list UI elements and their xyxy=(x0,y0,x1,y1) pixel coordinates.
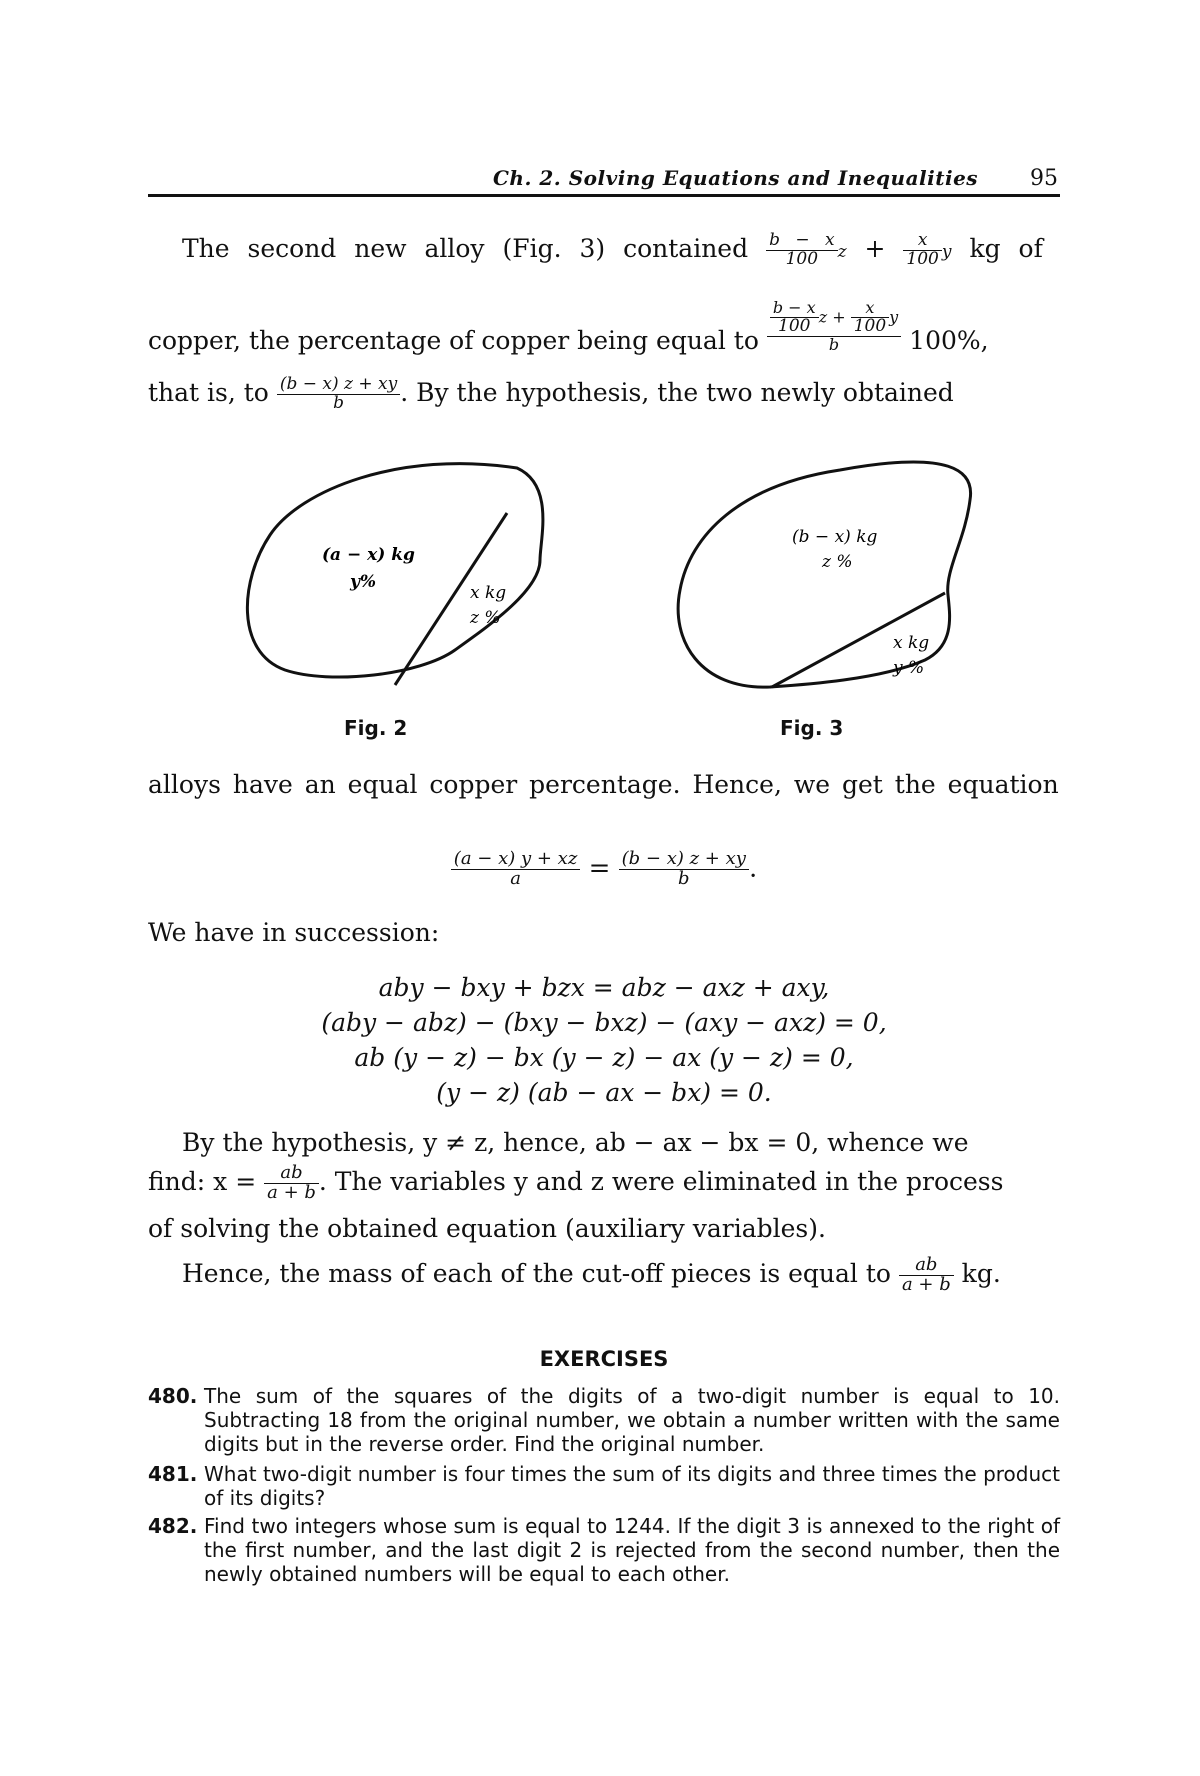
fig2-caption: Fig. 2 xyxy=(344,716,408,740)
paragraph-1-line-3 xyxy=(148,376,1060,413)
fig3-outline xyxy=(678,462,970,687)
derivation-line-3: ab (y − z) − bx (y − z) − ax (y − z) = 0, xyxy=(354,1043,854,1072)
derivation-line-1: aby − bxy + bzx = abz − axz + axy, xyxy=(378,973,830,1002)
exercise-number: 481. xyxy=(148,1462,198,1486)
header-rule xyxy=(148,194,1060,197)
fig3-small-label-1: x kg xyxy=(893,633,930,653)
exercises-heading: EXERCISES xyxy=(539,1347,669,1371)
fraction-b-minus-x-over-100: $\frac{b - x}{100}$ xyxy=(766,232,838,269)
paragraph-4-line-3: of solving the obtained equation (auxiliary variables). xyxy=(148,1214,826,1243)
paragraph-5: Hence, the mass of each of the cut-off pieces is equal to $\frac{ab}{a + b}$ kg. xyxy=(182,1254,1001,1295)
paragraph-1-line-2 xyxy=(148,286,1060,356)
fig2-small-label-1: x kg xyxy=(470,583,507,603)
exercise-text: The sum of the squares of the digits of a two-digit number is equal to 10. Subtracting 18 from the original number, we obtain a number written with the same digits but in the reverse order. Find the original number. xyxy=(204,1384,1060,1456)
derivation-line-4: (y − z) (ab − ax − bx) = 0. xyxy=(436,1078,772,1107)
p1-text-d: 100%, xyxy=(909,326,989,356)
running-title: Ch. 2. Solving Equations and Inequalities xyxy=(493,166,979,190)
compound-fraction: $\frac{b - x}{100}$ z + $\frac{x}{100}$ y b xyxy=(767,300,901,353)
figure-3-diagram xyxy=(678,462,970,687)
paragraph-4-line-2: find: x = $\frac{ab}{a + b}$ . The variables y and z were eliminated in the process xyxy=(148,1162,1004,1203)
exercise-text: Find two integers whose sum is equal to 1244. If the digit 3 is annexed to the right of the first number, and the last digit 2 is rejected from the second number, then the newly obtained numbers will be equal to each other. xyxy=(204,1514,1060,1586)
exercise-text: What two-digit number is four times the sum of its digits and three times the product of its digits? xyxy=(204,1462,1060,1510)
running-head xyxy=(148,166,1058,194)
p1-text-a: The second new alloy (Fig. 3) contained xyxy=(182,233,749,263)
page-number: 95 xyxy=(1030,166,1058,191)
derivation-line-2: (aby − abz) − (bxy − bxz) − (axy − axz) = 0, xyxy=(321,1008,887,1037)
exercise-481 xyxy=(148,1462,1060,1510)
exercise-number: 480. xyxy=(148,1384,198,1408)
exercise-482 xyxy=(148,1514,1060,1586)
paragraph-3: We have in succession: xyxy=(148,918,440,947)
fig2-small-label-2: z % xyxy=(470,608,501,628)
fraction-result: $\frac{ab}{a + b}$ xyxy=(899,1256,954,1295)
paragraph-2: alloys have an equal copper percentage. Hence, we get the equation xyxy=(148,770,1059,799)
p1-text-f: . By the hypothesis, the two newly obtained xyxy=(400,377,954,407)
fig2-big-label-1: (a − x) kg xyxy=(322,545,415,565)
paragraph-4-line-1: By the hypothesis, y ≠ z, hence, ab − ax − bx = 0, whence we xyxy=(182,1128,969,1157)
equation-1: $\frac{(a - x) y + xz}{a}$ = $\frac{(b - x) z + xy}{b}$ . xyxy=(148,850,1060,889)
fraction-b-minus-x-z-plus-xy: $\frac{(b - x) z + xy}{b}$ xyxy=(277,376,400,413)
p1-text-c: copper, the percentage of copper being equal to xyxy=(148,326,759,356)
fig2-outline xyxy=(247,464,543,677)
fig2-big-label-2: y% xyxy=(350,572,377,592)
exercise-number: 482. xyxy=(148,1514,198,1538)
figures-svg xyxy=(0,440,1200,740)
fig3-caption: Fig. 3 xyxy=(780,716,844,740)
fraction-ab-over-a-plus-b: $\frac{ab}{a + b}$ xyxy=(264,1164,319,1203)
fig3-small-label-2: y % xyxy=(893,658,925,678)
fig3-big-label-2: z % xyxy=(822,552,853,572)
paragraph-1-line-1: The second new alloy (Fig. 3) contained $\frac{b - x}{100}$ z + $\frac{x}{100}$ y kg of xyxy=(182,230,1043,269)
p1-text-e: that is, to xyxy=(148,377,269,407)
exercise-480 xyxy=(148,1384,1060,1456)
fig3-big-label-1: (b − x) kg xyxy=(792,527,878,547)
derivation-block xyxy=(148,970,1060,1110)
fraction-x-over-100: $\frac{x}{100}$ xyxy=(903,232,941,269)
figure-2-diagram xyxy=(247,464,543,685)
p1-text-b: kg of xyxy=(969,233,1043,263)
